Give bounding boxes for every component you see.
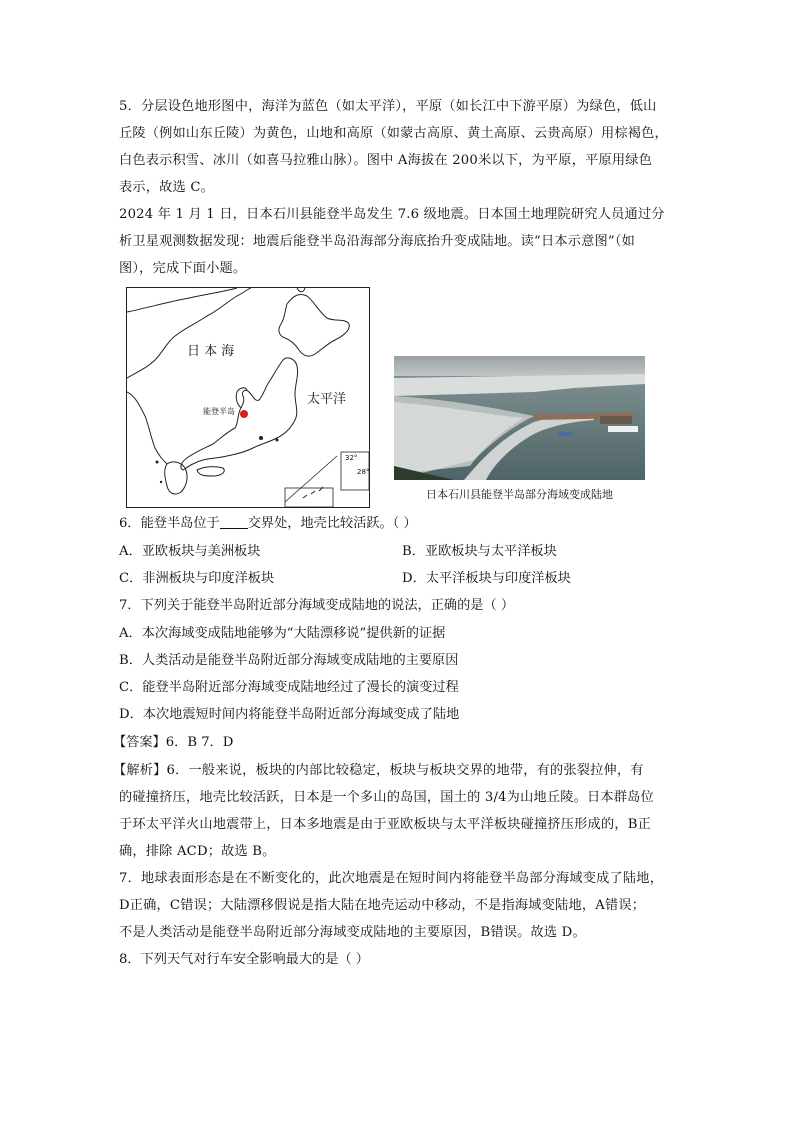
noto-peninsula-label: 能登半岛 (203, 407, 235, 416)
inset-latitude-label: 32° (345, 454, 358, 462)
text-line: 表示，故选 C。 (119, 180, 215, 195)
question-7: 7．下列关于能登半岛附近部分海域变成陆地的说法，正确的是（ ） (119, 598, 515, 613)
text-line: 【解析】6．一般来说，板块的内部比较稳定，板块与板块交界的地带，有的张裂拉伸，有 (113, 763, 644, 778)
photo-caption: 日本石川县能登半岛部分海域变成陆地 (426, 488, 613, 501)
text-line: 的碰撞挤压，地壳比较活跃，日本是一个多山的岛国，国土的 3/4为山地丘陵。日本群岛位 (119, 790, 654, 805)
q6-option-a: A．亚欧板块与美洲板块 (119, 544, 261, 559)
text-line: 图），完成下面小题。 (119, 261, 247, 276)
answer-line: 【答案】6．B 7．D (113, 735, 234, 750)
answer-blank (220, 514, 248, 529)
text-line: 确，排除 ACD；故选 B。 (119, 844, 276, 859)
q6-option-d: D．太平洋板块与印度洋板块 (402, 571, 571, 586)
sea-of-japan-label: 日 本 海 (187, 344, 235, 359)
text-line: 2024 年 1 月 1 日，日本石川县能登半岛发生 7.6 级地震。日本国土地理院研究人员通过分 (119, 207, 665, 222)
q7-option-c: C．能登半岛附近部分海域变成陆地经过了漫长的演变过程 (119, 680, 459, 695)
analysis-paragraph (113, 757, 679, 946)
text-line: 丘陵（例如山东丘陵）为黄色，山地和高原（如蒙古高原、黄土高原、云贵高原）用棕褐色， (119, 126, 668, 141)
q7-option-b: B．人类活动是能登半岛附近部分海域变成陆地的主要原因 (119, 653, 459, 668)
q6-stem-before: 6．能登半岛位于 (119, 516, 220, 531)
question-8: 8．下列天气对行车安全影响最大的是（ ） (119, 952, 369, 967)
japan-map (126, 287, 370, 508)
text-line: 析卫星观测数据发现：地震后能登半岛沿海部分海底抬升变成陆地。读“日本示意图”（如 (119, 234, 636, 249)
coastal-uplift-photo (394, 356, 645, 480)
inset-latitude-label-2: 28° (357, 468, 370, 476)
text-line: 于环太平洋火山地震带上，日本多地震是由于亚欧板块与太平洋板块碰撞挤压形成的，B正 (119, 817, 651, 832)
text-line: 白色表示积雪、冰川（如喜马拉雅山脉）。图中 A海拔在 200米以下，为平原，平原用绿色 (119, 153, 653, 168)
intro-paragraph (119, 201, 679, 282)
text-line: D正确，C错误；大陆漂移假说是指大陆在地壳运动中移动，不是指海域变陆地，A错误； (119, 898, 646, 913)
q6-stem-after: 交界处，地壳比较活跃。（ ） (247, 516, 417, 531)
q7-option-d: D．本次地震短时间内将能登半岛附近部分海域变成了陆地 (119, 707, 460, 722)
question-6 (119, 510, 417, 537)
q7-option-a: A．本次海域变成陆地能够为“大陆漂移说”提供新的证据 (119, 626, 446, 641)
photo-image (394, 356, 645, 480)
q6-option-b: B．亚欧板块与太平洋板块 (402, 544, 557, 559)
text-line: 5．分层设色地形图中，海洋为蓝色（如太平洋），平原（如长江中下游平原）为绿色，低山 (119, 99, 657, 114)
pacific-ocean-label: 太平洋 (307, 392, 347, 407)
noto-peninsula-marker (240, 410, 248, 418)
q6-option-c: C．非洲板块与印度洋板块 (119, 571, 275, 586)
text-line: 不是人类活动是能登半岛附近部分海域变成陆地的主要原因，B错误。故选 D。 (119, 925, 586, 940)
q5-explanation (119, 93, 679, 201)
text-line: 7．地球表面形态是在不断变化的，此次地震是在短时间内将能登半岛部分海域变成了陆地， (119, 871, 664, 886)
